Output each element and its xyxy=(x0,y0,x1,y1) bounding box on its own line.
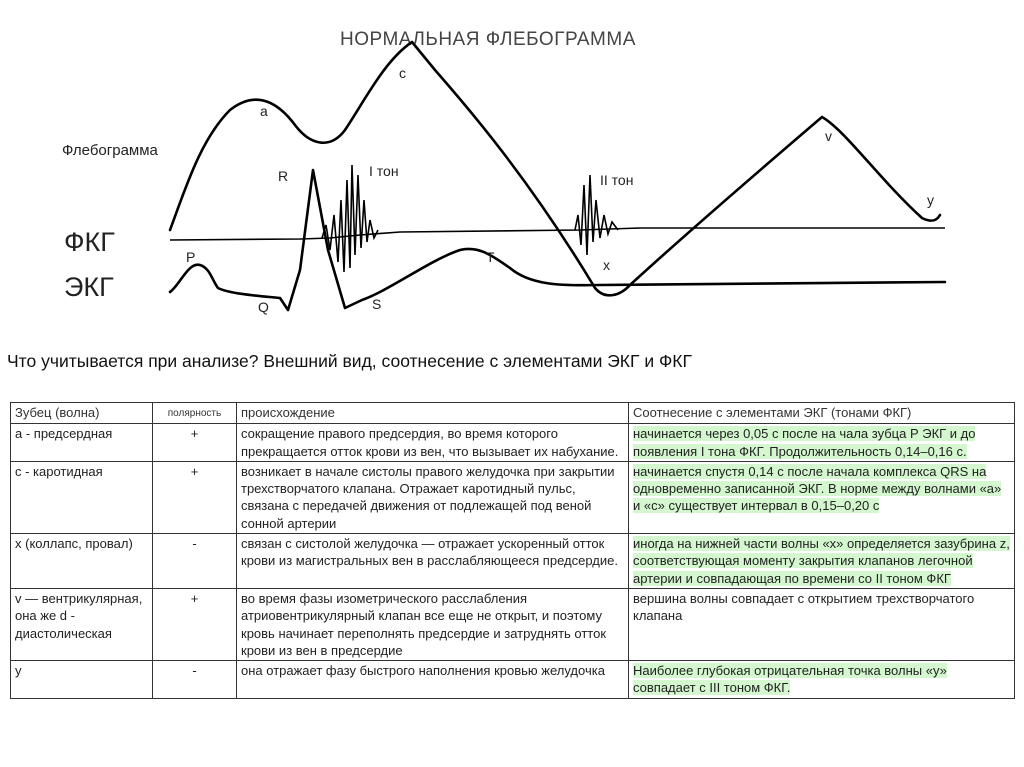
waves-table-container xyxy=(10,402,1014,699)
cell-origin: она отражает фазу быстрого наполнения кровью желудочка xyxy=(237,661,629,699)
relation-highlight: начинается спустя 0,14 с после начала комплекса QRS на одновременно записанной ЭКГ. В норме между волнами «а» и «с» существует интервал в 0,15–0,20 с xyxy=(633,463,1002,514)
table-row xyxy=(11,534,1015,589)
cell-wave: х (коллапс, провал) xyxy=(11,534,153,589)
wave-y-label: у xyxy=(927,192,934,208)
cell-relation: вершина волны совпадает с открытием трехстворчатого клапана xyxy=(629,588,1015,660)
cell-wave: а - предсердная xyxy=(11,424,153,462)
phlebogram-label: Флебограмма xyxy=(62,142,158,159)
waves-table xyxy=(10,402,1015,699)
ecg-curve xyxy=(170,170,945,310)
ecg-q-label: Q xyxy=(258,299,269,315)
ecg-t-label: Т xyxy=(486,249,495,265)
cell-origin: возникает в начале систолы правого желудочка при закрытии трехстворчатого клапана. Отражает каротидный пульс, связана с передачей движения от подлежащей под веной сонной артерии xyxy=(237,461,629,533)
cell-polarity: + xyxy=(153,424,237,462)
second-tone-label: II тон xyxy=(600,172,634,188)
cell-relation xyxy=(629,461,1015,533)
cell-polarity: + xyxy=(153,461,237,533)
table-row xyxy=(11,461,1015,533)
wave-a-label: а xyxy=(260,103,268,119)
analysis-question: Что учитывается при анализе? Внешний вид, соотнесение с элементами ЭКГ и ФКГ xyxy=(7,351,692,371)
cell-polarity: - xyxy=(153,661,237,699)
phlebogram-figure xyxy=(0,0,1024,330)
cell-polarity: - xyxy=(153,534,237,589)
table-row xyxy=(11,424,1015,462)
cell-wave: v — вентрикулярная, она же d - диастолическая xyxy=(11,588,153,660)
cell-relation xyxy=(629,424,1015,462)
header-relation: Соотнесение с элементами ЭКГ (тонами ФКГ) xyxy=(629,403,1015,424)
ecg-label: ЭКГ xyxy=(64,272,114,302)
cell-wave: у xyxy=(11,661,153,699)
pcg-label: ФКГ xyxy=(64,227,115,257)
header-origin: происхождение xyxy=(237,403,629,424)
relation-highlight: иногда на нижней части волны «х» определяется зазубрина z, соответствующая моменту закрытия клапанов легочной артерии и совпадающая по времени со II тоном ФКГ xyxy=(633,536,1010,586)
ecg-r-label: R xyxy=(278,168,289,184)
relation-highlight: начинается через 0,05 с после на чала зубца Р ЭКГ и до появления I тона ФКГ. Продолжительность 0,14–0,16 с. xyxy=(633,426,976,459)
ecg-s-label: S xyxy=(372,296,382,312)
figure-title: НОРМАЛЬНАЯ ФЛЕБОГРАММА xyxy=(340,29,636,50)
cell-origin: сокращение правого предсердия, во время которого прекращается отток крови из вен, что вызывает их набухание. xyxy=(237,424,629,462)
relation-highlight: Наиболее глубокая отрицательная точка волны «у» совпадает с III тоном ФКГ. xyxy=(633,663,947,696)
cell-origin: во время фазы изометрического расслабления атриовентрикулярный клапан все еще не открыт, и поэтому кровь начинает переполнять предсердие и затруднять отток крови из вен в предсердие xyxy=(237,588,629,660)
wave-x-label: х xyxy=(603,257,610,273)
ecg-p-label: Р xyxy=(186,249,196,265)
table-row xyxy=(11,661,1015,699)
header-polarity: полярность xyxy=(153,403,237,424)
wave-v-label: v xyxy=(825,128,832,144)
first-tone-label: I тон xyxy=(369,163,399,179)
pcg-baseline xyxy=(170,228,945,240)
cell-relation xyxy=(629,534,1015,589)
cell-origin: связан с систолой желудочка — отражает ускоренный отток крови из магистральных вен в расслабляющееся предсердие. xyxy=(237,534,629,589)
header-wave: Зубец (волна) xyxy=(11,403,153,424)
cell-polarity: + xyxy=(153,588,237,660)
wave-c-label: с xyxy=(399,65,406,81)
cell-wave: с - каротидная xyxy=(11,461,153,533)
table-row xyxy=(11,588,1015,660)
table-header-row xyxy=(11,403,1015,424)
cell-relation xyxy=(629,661,1015,699)
